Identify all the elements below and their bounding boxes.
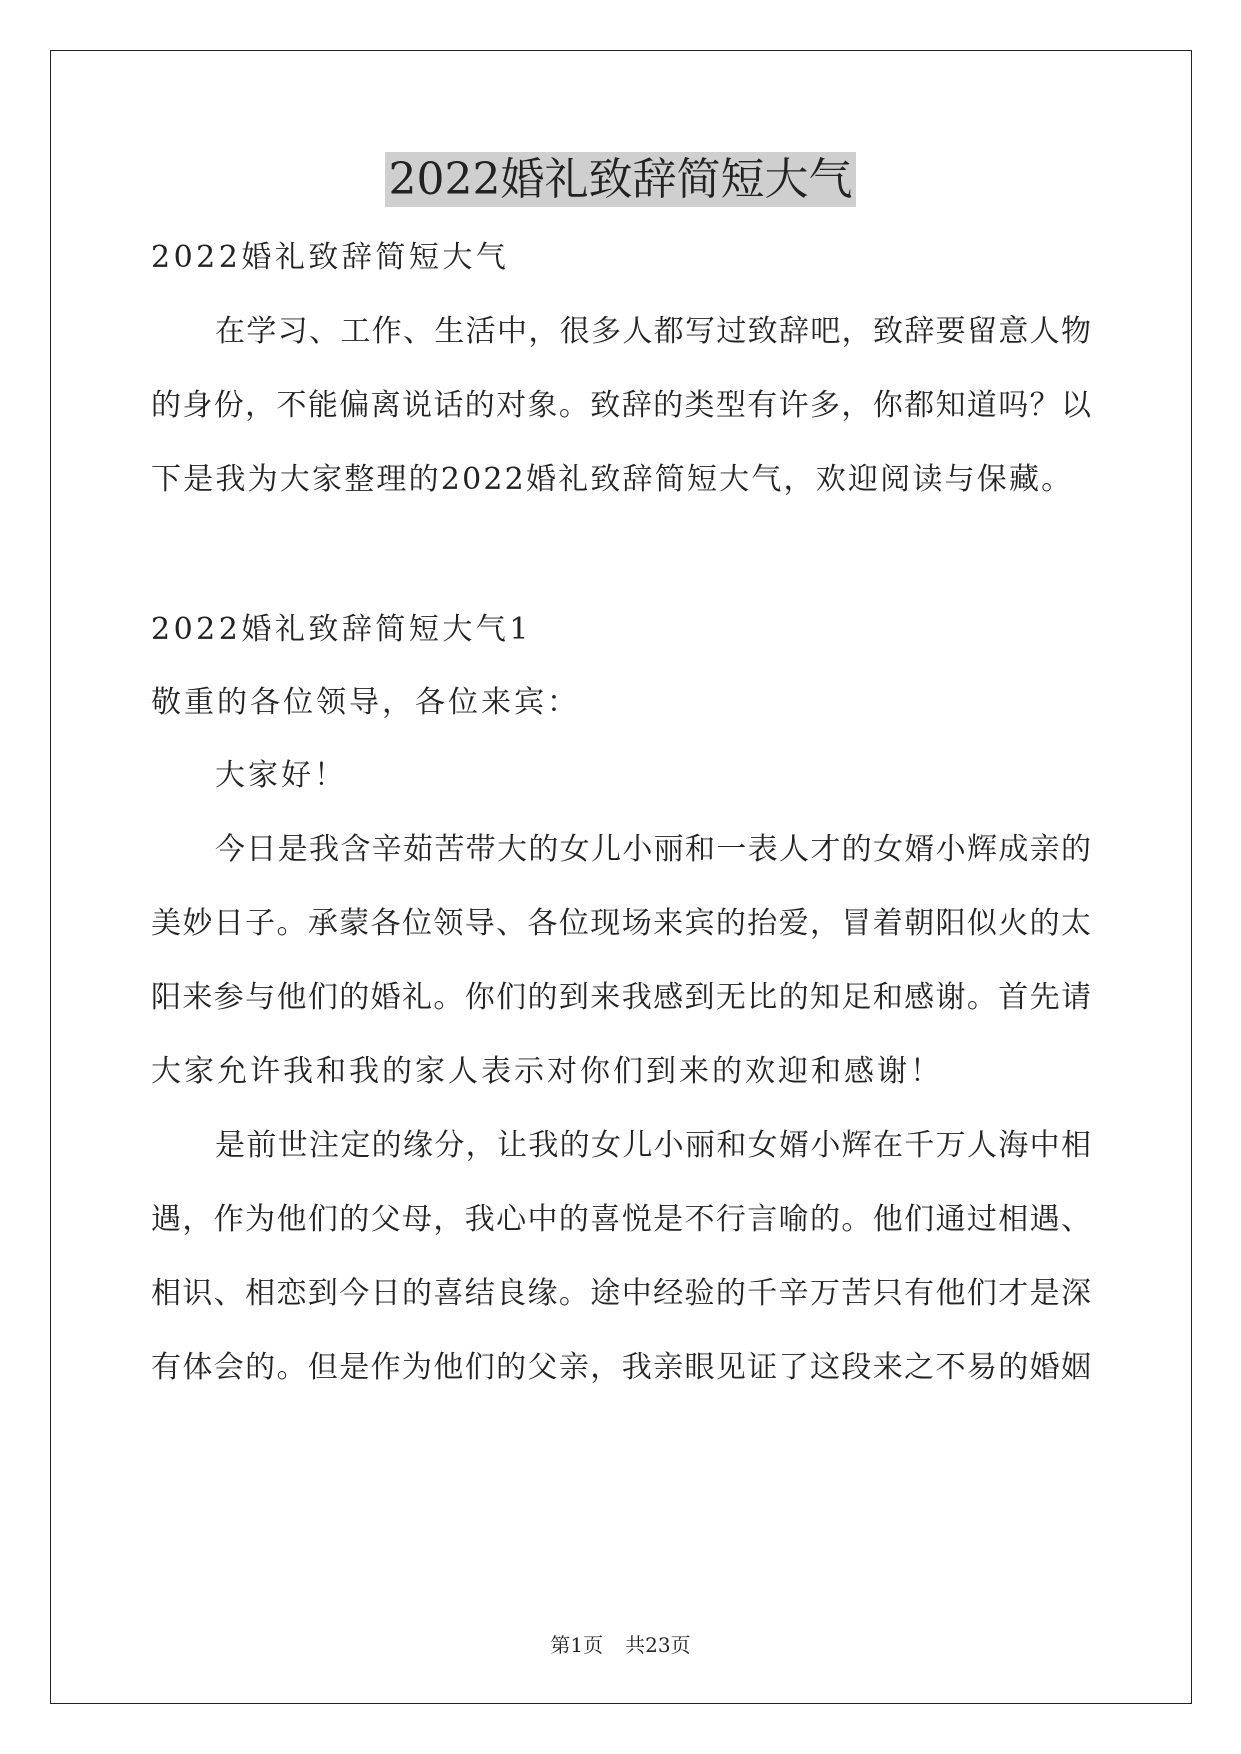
paragraph-line: 相识、相恋到今日的喜结良缘。途中经验的千辛万苦只有他们才是深 — [151, 1276, 1091, 1311]
paragraph-line: 阳来参与他们的婚礼。你们的到来我感到无比的知足和感谢。首先请 — [151, 980, 1091, 1015]
paragraph-line: 有体会的。但是作为他们的父亲，我亲眼见证了这段来之不易的婚姻 — [151, 1350, 1091, 1385]
paragraph-line: 美妙日子。承蒙各位领导、各位现场来宾的抬爱，冒着朝阳似火的太 — [151, 906, 1091, 941]
paragraph-line: 的身份，不能偏离说话的对象。致辞的类型有许多，你都知道吗？以 — [151, 388, 1091, 423]
salutation-line: 敬重的各位领导，各位来宾： — [151, 685, 580, 720]
page-total: 共23页 — [625, 1633, 691, 1657]
page-number: 第1页 — [550, 1633, 604, 1657]
page-border — [50, 50, 1192, 1704]
paragraph-line: 遇，作为他们的父母，我心中的喜悦是不行言喻的。他们通过相遇、 — [151, 1202, 1091, 1237]
paragraph-line: 今日是我含辛茹苦带大的女儿小丽和一表人才的女婿小辉成亲的 — [215, 832, 1091, 867]
subtitle-line: 2022婚礼致辞简短大气 — [151, 240, 510, 275]
paragraph-line: 下是我为大家整理的2022婚礼致辞简短大气，欢迎阅读与保藏。 — [151, 462, 1074, 497]
greeting-line: 大家好！ — [215, 758, 347, 793]
paragraph-line: 是前世注定的缘分，让我的女儿小丽和女婿小辉在千万人海中相 — [215, 1128, 1091, 1163]
section-heading: 2022婚礼致辞简短大气1 — [151, 612, 532, 647]
document-title: 2022婚礼致辞简短大气 — [0, 150, 1241, 210]
paragraph-line: 大家允许我和我的家人表示对你们到来的欢迎和感谢！ — [151, 1054, 943, 1089]
page-footer — [0, 1632, 1241, 1658]
paragraph-line: 在学习、工作、生活中，很多人都写过致辞吧，致辞要留意人物 — [215, 314, 1091, 349]
